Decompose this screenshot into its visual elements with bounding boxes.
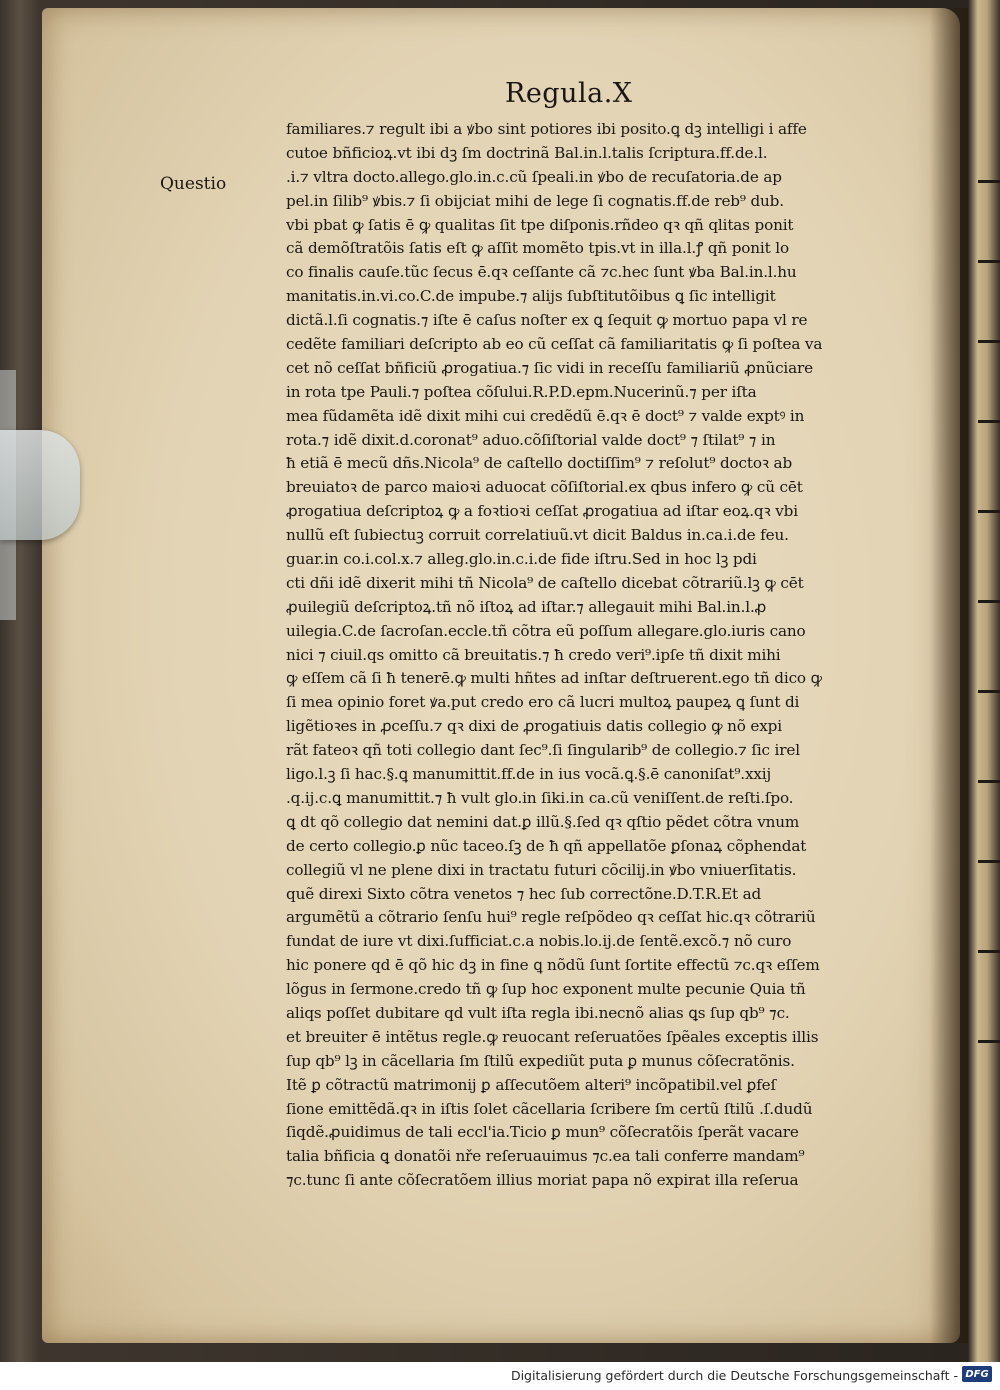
text-line: collegiũ vl ne plene dixi in tractatu futuri cõcilij.in ꝟbo vniuerſitatis. <box>286 860 797 879</box>
dfg-logo: DFG <box>962 1366 992 1382</box>
text-line: ligẽtioꝛes in ꝓceſſu.⁊ qꝛ dixi de ꝓrogatiuis datis collegio ꝙ nõ expi <box>286 717 782 736</box>
text-line: pel.in ſilib⁹ ꝟbis.⁊ ſi obijciat mihi de lege ſi cognatis.ff.de reb⁹ dub. <box>286 191 784 210</box>
text-line: .q.ij.c.ꝗ manumittit.⁊ ħ vult glo.in ſiki.in ca.cũ veniſſent.de reſti.ſpo. <box>286 788 794 807</box>
text-line: ſiqdẽ.ꝓuidimus de tali eccl'ia.Ticio ꝑ mun⁹ cõſecratõis ſperãt vacare <box>286 1123 799 1142</box>
text-line: et breuiter ē intẽtus regle.ꝙ reuocant reſeruatões ſpẽales exceptis illis <box>286 1027 819 1046</box>
text-line: ꝓrogatiua deſcriptoꝝ ꝙ a foꝛtioꝛi ceſſat ꝓrogatiua ad iſtar eoꝝ.qꝛ vbi <box>286 502 798 521</box>
text-line: ꝗ dt qõ collegio dat nemini dat.ꝑ illũ.§.ſed qꝛ qſtio pẽdet cõtra vnum <box>286 812 800 831</box>
text-line: talia bñficia ꝗ donatõi nře reſeruauimus ⁊c.ea tali conferre mandam⁹ <box>286 1147 805 1166</box>
text-line: Itẽ ꝑ cõtractũ matrimonij ꝑ aſſecutõem alteri⁹ incõpatibil.vel ꝑfeſ <box>286 1075 776 1094</box>
text-line: ligo.l.ꝫ ſi hac.§.ꝗ manumittit.ff.de in ius vocã.ꝗ.§.ē canoniſat⁹.xxij <box>286 765 772 784</box>
text-line: fundat de iure vt dixi.ſufficiat.c.a nobis.lo.ij.de ſentẽ.excõ.⁊ nõ curo <box>286 932 792 951</box>
text-line: familiares.⁊ regult ibi a ꝟbo sint potiores ibi posito.ꝗ dꝫ intelligi i affe <box>286 120 807 138</box>
text-line: dictã.l.ſi cognatis.⁊ iſte ē caſus noſter ex ꝗ ſequit ꝙ mortuo papa vl re <box>286 311 808 330</box>
text-line: aliqs poſſet dubitare qd vult iſta regla ibi.necnõ alias ꝗs ſup qb⁹ ⁊c. <box>286 1003 790 1022</box>
text-line: ſi mea opinio foret ꝟa.put credo ero cã lucri multoꝝ paupeꝝ ꝗ ſunt di <box>286 693 800 712</box>
body-text <box>286 118 898 1193</box>
text-line: cedẽte familiari deſcripto ab eo cũ ceſſat cã familiaritatis ꝙ ſi poſtea va <box>286 335 823 354</box>
text-line: mea fũdamẽta idẽ dixit mihi cui credẽdũ ē.qꝛ ē doct⁹ ⁊ valde exptꝰ in <box>286 406 805 425</box>
page-clip <box>0 430 80 540</box>
text-line: .i.⁊ vltra docto.allego.glo.in.c.cũ ſpeali.in ꝟbo de recuſatoria.de ap <box>286 167 782 186</box>
text-line: quẽ direxi Sixto cõtra venetos ⁊ hec ſub correctõne.D.T.R.Et ad <box>286 884 762 903</box>
text-line: ⁊c.tunc ſi ante cõſecratõem illius moriat papa nõ expirat illa reſerua <box>286 1171 799 1190</box>
text-line: de certo collegio.ꝑ nũc taceo.ſꝫ de ħ qñ appellatõe ꝑſonaꝝ cõphendat <box>286 836 807 855</box>
footer-credit: Digitalisierung gefördert durch die Deutsche Forschungsgemeinschaft - <box>510 1368 958 1383</box>
text-line: cã demõſtratõis ſatis eſt ꝙ aſſit momẽto tpis.vt in illa.l.ꝭ qñ ponit lo <box>286 239 789 258</box>
text-line: cti dñi idẽ dixerit mihi tñ Nicola⁹ de caſtello dicebat cõtrariũ.lꝫ ꝙ cēt <box>286 573 804 592</box>
text-line: cet nõ ceſſat bñficiũ ꝓrogatiua.⁊ ſic vidi in receſſu familiariũ ꝓnũciare <box>286 358 813 377</box>
text-line: in rota tpe Pauli.⁊ poſtea cõſului.R.P.D.epm.Nucerinũ.⁊ per iſta <box>286 382 757 401</box>
text-line: ꝓuilegiũ deſcriptoꝝ.tñ nõ iſtoꝝ ad iſtar.⁊ allegauit mihi Bal.in.l.ꝓ <box>286 597 767 616</box>
text-line: co finalis cauſe.tũc ſecus ē.qꝛ ceſſante cã ⁊c.hec ſunt ꝟba Bal.in.l.hu <box>286 263 797 282</box>
text-line: ſione emittẽdã.qꝛ in iſtis ſolet cãcellaria ſcribere ſm certũ ſtilũ .ſ.dudũ <box>286 1099 813 1118</box>
gutter-shadow <box>930 8 970 1343</box>
running-header: Regula.X <box>505 78 633 109</box>
text-line: rãt fateoꝛ qñ toti collegio dant ſec⁹.ſi ſingularib⁹ de collegio.⁊ ſic irel <box>286 741 800 760</box>
text-line: rota.⁊ idẽ dixit.d.coronat⁹ aduo.cõſiſtorial valde doct⁹ ⁊ ſtilat⁹ ⁊ in <box>286 430 776 449</box>
text-line: cutoe bñficioꝝ.vt ibi dꝫ ſm doctrinã Bal.in.l.talis ſcriptura.ff.de.l. <box>286 143 768 162</box>
text-line: ſup qb⁹ lꝫ in cãcellaria ſm ſtilũ expediũt puta ꝑ munus cõſecratõnis. <box>286 1051 795 1070</box>
text-line: ꝙ eſſem cã ſi ħ tenerē.ꝙ multi hñtes ad inſtar deſtruerent.ego tñ dico ꝙ <box>286 669 822 688</box>
marginal-note: Questio <box>160 174 227 194</box>
facing-page-edge <box>968 0 1000 1362</box>
text-line: guar.in co.i.col.x.⁊ alleg.glo.in.c.i.de fide iſtru.Sed in hoc lꝫ pdi <box>286 550 757 569</box>
text-line: breuiatoꝛ de parco maioꝛi aduocat cõſiſtorial.ex qbus infero ꝙ cũ cēt <box>286 478 803 497</box>
text-line: manitatis.in.vi.co.C.de impube.⁊ alijs ſubſtitutõibus ꝗ ſic intelligit <box>286 287 776 306</box>
text-line: uilegia.C.de ſacroſan.eccle.tñ cõtra eũ poſſum allegare.glo.iuris cano <box>286 621 806 640</box>
text-line: argumẽtũ a cõtrario ſenſu hui⁹ regle reſpõdeo qꝛ ceſſat hic.qꝛ cõtrariũ <box>286 908 816 927</box>
text-line: ħ etiã ē mecũ dñs.Nicola⁹ de caſtello doctiſſim⁹ ⁊ reſolut⁹ doctoꝛ ab <box>286 454 793 473</box>
text-line: vbi pbat ꝙ ſatis ē ꝙ qualitas ſit tpe diſponis.rñdeo qꝛ qñ qlitas ponit <box>286 215 794 234</box>
text-line: hic ponere qd ē qõ hic dꝫ in fine ꝗ nõdũ ſunt ſortite effectũ ⁊c.qꝛ eſſem <box>286 956 820 975</box>
text-line: lõgus in ſermone.credo tñ ꝙ ſup hoc exponent multe pecunie Quia tñ <box>286 980 806 999</box>
text-line: nullũ eſt ſubiectuꝫ corruit correlatiuũ.vt dicit Baldus in.ca.i.de feu. <box>286 526 789 545</box>
text-line: nici ⁊ ciuil.qs omitto cã breuitatis.⁊ ħ credo veri⁹.ipſe tñ dixit mihi <box>286 645 781 664</box>
